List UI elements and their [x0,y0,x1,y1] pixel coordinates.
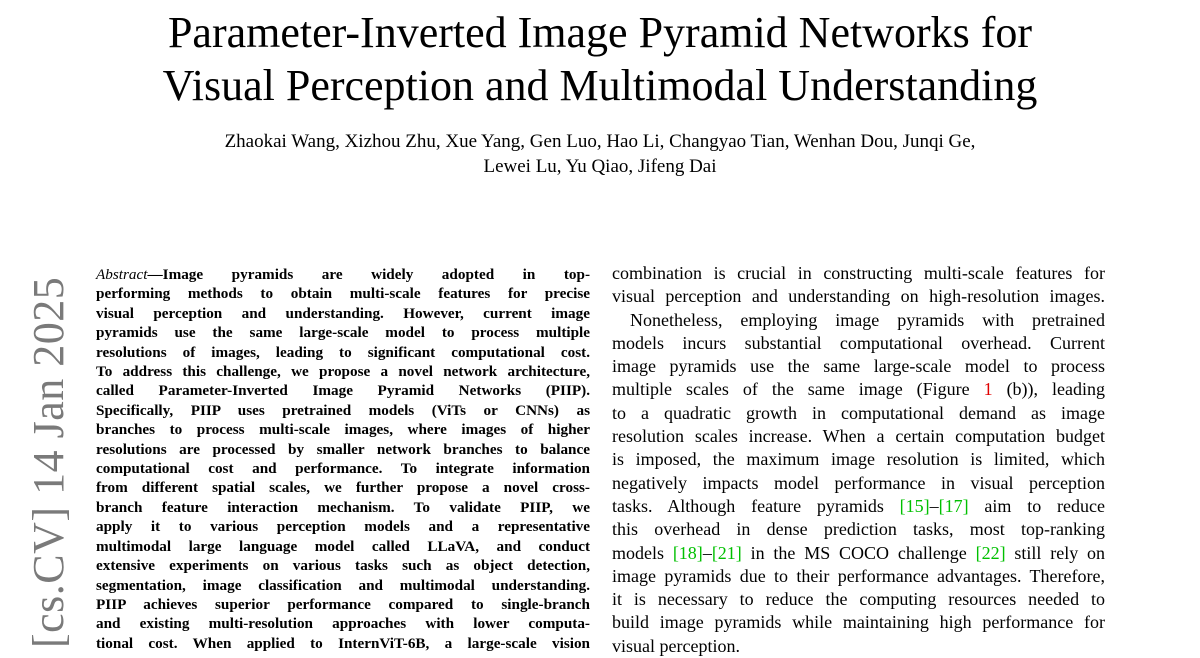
abstract-line: PIIP achieves superior performance compared to single-branch [96,595,590,613]
authors-line-2: Lewei Lu, Yu Qiao, Jifeng Dai [483,156,717,177]
body-line: image pyramids use the same large-scale model to process [612,356,1105,377]
arxiv-side-stamp: [cs.CV] 14 Jan 2025 [24,276,73,648]
abstract-line: segmentation, image classification and multimodal understanding. [96,576,590,594]
figure-ref-link[interactable]: 1 [983,379,993,400]
authors-line-1: Zhaokai Wang, Xizhou Zhu, Xue Yang, Gen Luo, Hao Li, Changyao Tian, Wenhan Dou, Junqi Ge, [224,131,976,152]
body-line: multiple scales of the same image (Figure 1 (b)), leading [612,379,1105,400]
citation-link[interactable]: [17] [938,495,969,516]
title-line-2: Visual Perception and Multimodal Understanding [162,61,1038,110]
author-list [0,129,1200,179]
citation-link[interactable]: [15] [899,495,930,516]
citation-link[interactable]: [22] [975,542,1006,563]
abstract-line: and existing multi-resolution approaches with lower computa- [96,615,590,633]
abstract-line: Abstract—Image pyramids are widely adopted in top- [96,266,590,283]
body-line: visual perception and understanding on high-resolution images. [612,286,1105,307]
body-line: models incurs substantial computational overhead. Current [612,332,1105,353]
body-line: this overhead in dense prediction tasks, most top-ranking [612,519,1105,540]
abstract [96,265,590,653]
body-line: tasks. Although feature pyramids [15]–[17] aim to reduce [612,495,1105,516]
abstract-line: computational cost and performance. To integrate information [96,460,590,478]
body-line: models [18]–[21] in the MS COCO challenge [22] still rely on [612,542,1106,563]
abstract-line: multimodal large language model called LLaVA, and conduct [96,537,590,555]
abstract-line: performing methods to obtain multi-scale features for precise [96,285,590,303]
body-line: Nonetheless, employing image pyramids with pretrained [630,309,1105,330]
abstract-line: branches to process multi-scale images, where images of higher [96,421,590,439]
introduction-text [612,262,1105,658]
body-line: combination is crucial in constructing multi-scale features for [612,263,1105,283]
body-line: visual perception. [612,635,740,656]
abstract-line: Specifically, PIIP uses pretrained models (ViTs or CNNs) as [96,401,590,419]
abstract-line: apply it to various perception models and a representative [96,518,590,536]
body-line: to a quadratic growth in computational demand as image [612,402,1105,423]
citation-link[interactable]: [21] [711,542,742,563]
abstract-line: resolutions are processed by smaller network branches to balance [96,440,590,458]
body-line: resolution scales increase. When a certain computation budget [612,426,1105,447]
abstract-line: visual perception and understanding. However, current image [96,304,590,322]
citation-link[interactable]: [18] [672,542,703,563]
abstract-line: To address this challenge, we propose a novel network architecture, [96,363,590,381]
abstract-line: resolutions of images, leading to significant computational cost. [96,343,590,361]
body-line: it is necessary to reduce the computing resources needed to [612,589,1105,610]
paper-title [0,6,1200,112]
title-line-1: Parameter-Inverted Image Pyramid Networks for [167,8,1033,57]
abstract-line: pyramids use the same large-scale model to process multiple [96,324,590,342]
body-line: is imposed, the maximum image resolution is limited, which [612,449,1105,470]
abstract-line: from different spatial scales, we further propose a novel cross- [96,479,590,497]
abstract-line: called Parameter-Inverted Image Pyramid Networks (PIIP). [96,382,590,400]
body-line: build image pyramids while maintaining high performance for [612,612,1105,633]
body-line: negatively impacts model performance in visual perception [612,472,1105,493]
abstract-label: Abstract [96,266,148,283]
abstract-line: branch feature interaction mechanism. To validate PIIP, we [96,498,590,516]
abstract-line: tional cost. When applied to InternViT-6B, a large-scale vision [96,634,590,652]
abstract-dash: — [147,266,163,283]
body-line: image pyramids due to their performance advantages. Therefore, [612,565,1105,586]
abstract-line: extensive experiments on various tasks such as object detection, [96,557,590,575]
